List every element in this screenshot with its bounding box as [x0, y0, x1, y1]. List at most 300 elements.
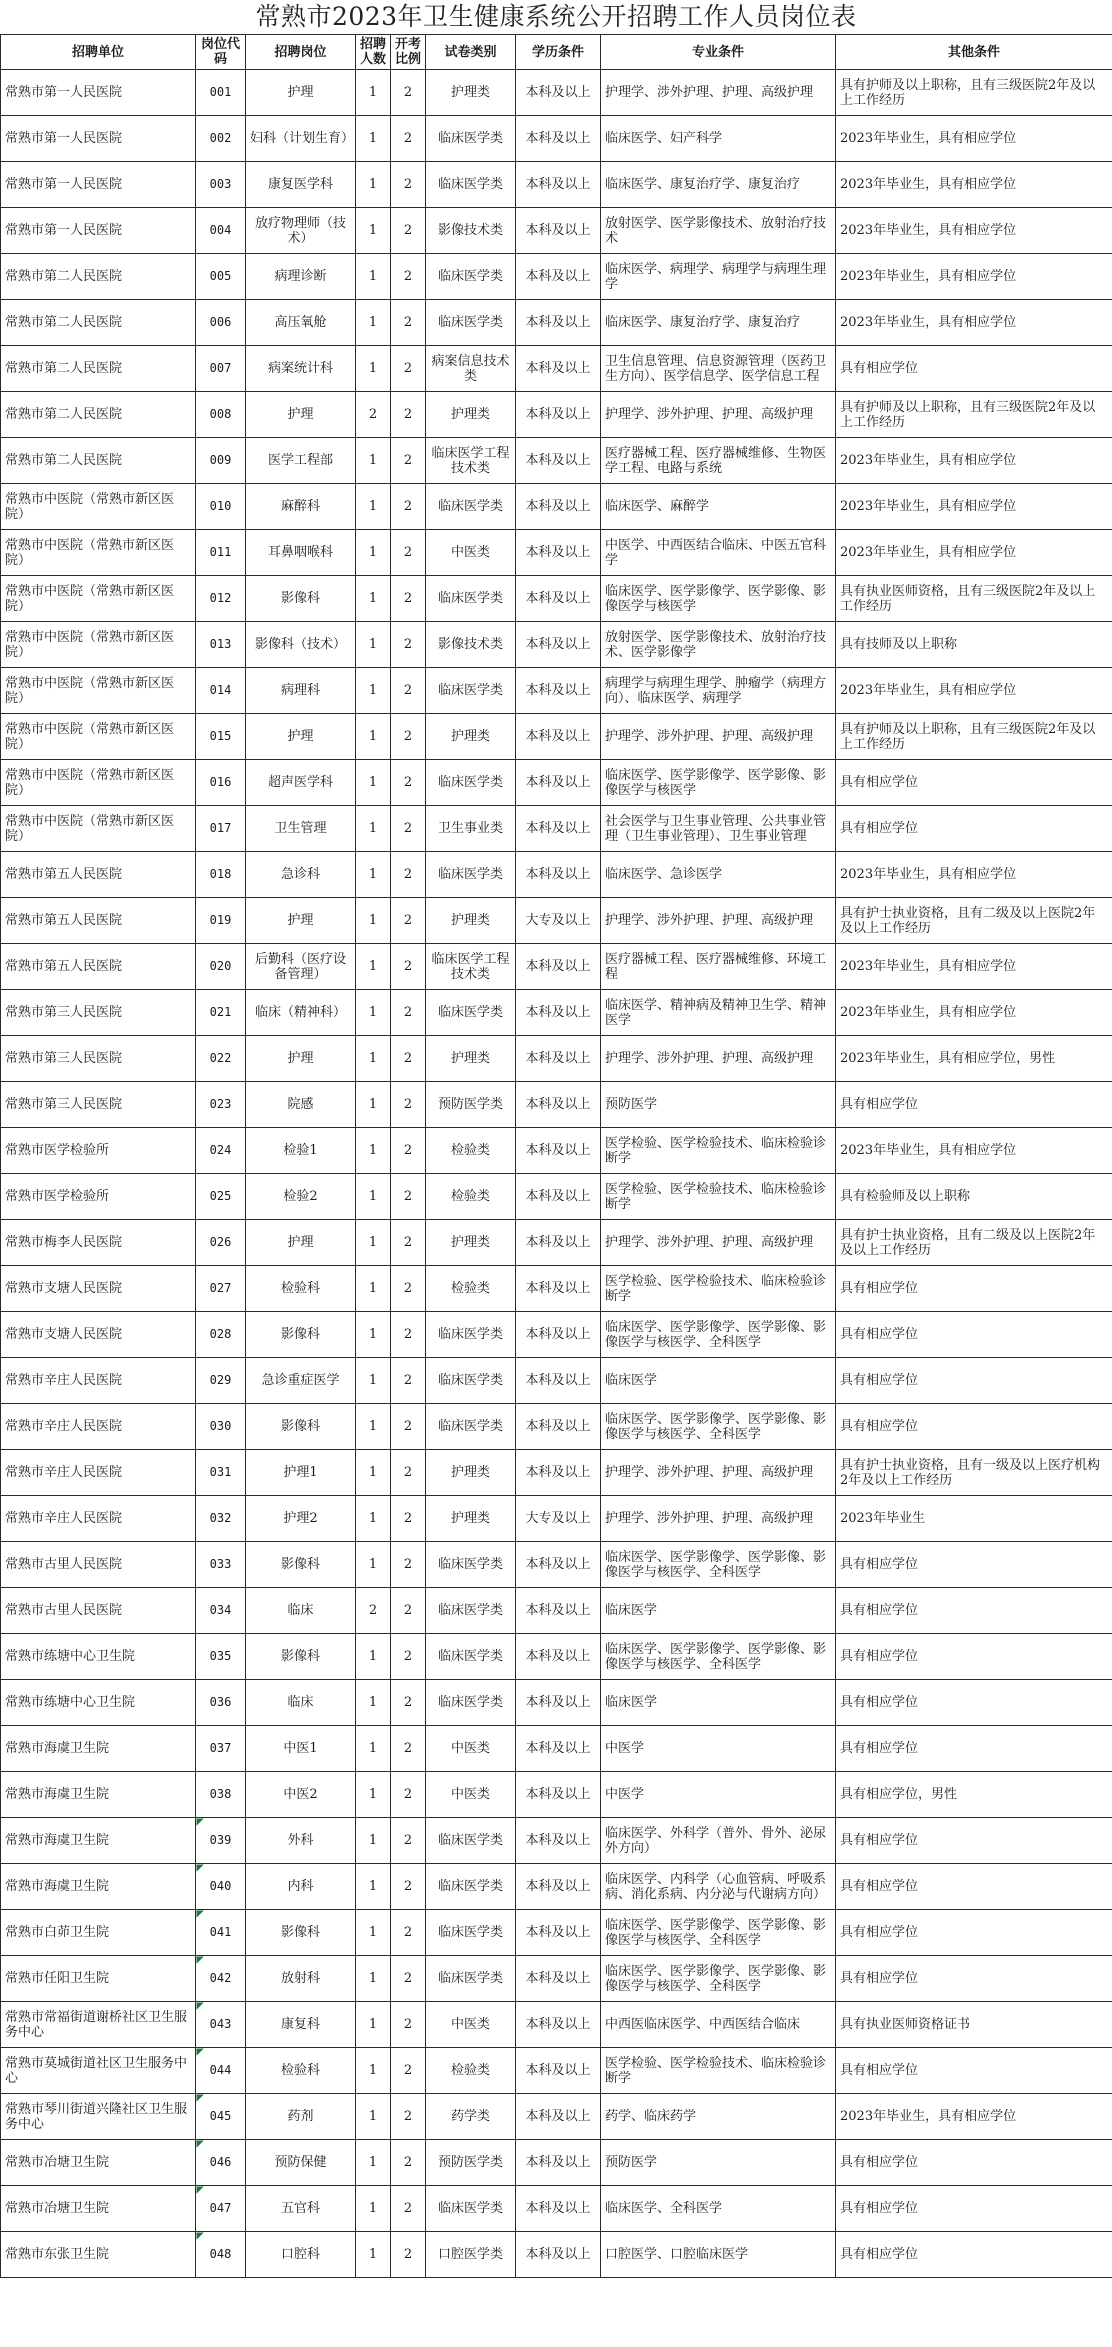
edu-cell: 本科及以上	[516, 300, 601, 346]
exam-cell: 卫生事业类	[426, 806, 516, 852]
major-cell: 临床医学、康复治疗学、康复治疗	[601, 300, 836, 346]
code-cell: 026	[196, 1220, 246, 1266]
num-cell: 1	[356, 944, 391, 990]
num-cell: 1	[356, 70, 391, 116]
post-cell: 外科	[246, 1818, 356, 1864]
post-cell: 五官科	[246, 2186, 356, 2232]
code-cell: 027	[196, 1266, 246, 1312]
exam-cell: 护理类	[426, 392, 516, 438]
table-row	[1, 1542, 1112, 1588]
edu-cell: 本科及以上	[516, 1082, 601, 1128]
ratio-cell: 2	[391, 70, 426, 116]
num-cell: 1	[356, 1864, 391, 1910]
unit-cell: 常熟市第五人民医院	[1, 898, 196, 944]
post-cell: 病案统计科	[246, 346, 356, 392]
major-cell: 社会医学与卫生事业管理、公共事业管理（卫生事业管理）、卫生事业管理	[601, 806, 836, 852]
num-cell: 1	[356, 1220, 391, 1266]
exam-cell: 临床医学类	[426, 1634, 516, 1680]
major-cell: 卫生信息管理、信息资源管理（医药卫生方向）、医学信息学、医学信息工程	[601, 346, 836, 392]
unit-cell: 常熟市第一人民医院	[1, 208, 196, 254]
ratio-cell: 2	[391, 622, 426, 668]
unit-cell: 常熟市第三人民医院	[1, 1036, 196, 1082]
unit-cell: 常熟市海虞卫生院	[1, 1772, 196, 1818]
num-cell: 1	[356, 622, 391, 668]
ratio-cell: 2	[391, 852, 426, 898]
post-cell: 高压氧舱	[246, 300, 356, 346]
ratio-cell: 2	[391, 2140, 426, 2186]
header-other: 其他条件	[836, 35, 1112, 70]
exam-cell: 临床医学类	[426, 1956, 516, 2002]
num-cell: 2	[356, 392, 391, 438]
exam-cell: 预防医学类	[426, 2140, 516, 2186]
post-cell: 护理2	[246, 1496, 356, 1542]
other-cell: 2023年毕业生，具有相应学位	[836, 300, 1112, 346]
edu-cell: 本科及以上	[516, 346, 601, 392]
ratio-cell: 2	[391, 484, 426, 530]
table-row	[1, 2232, 1112, 2278]
header-edu: 学历条件	[516, 35, 601, 70]
table-row	[1, 1312, 1112, 1358]
table-row	[1, 1082, 1112, 1128]
major-cell: 临床医学、医学影像学、医学影像、影像医学与核医学、全科医学	[601, 1312, 836, 1358]
exam-cell: 护理类	[426, 714, 516, 760]
post-cell: 预防保健	[246, 2140, 356, 2186]
table-row	[1, 2002, 1112, 2048]
edu-cell: 本科及以上	[516, 2094, 601, 2140]
code-cell: 004	[196, 208, 246, 254]
code-cell: 015	[196, 714, 246, 760]
unit-cell: 常熟市第二人民医院	[1, 392, 196, 438]
edu-cell: 本科及以上	[516, 1818, 601, 1864]
major-cell: 病理学与病理生理学、肿瘤学（病理方向）、临床医学、病理学	[601, 668, 836, 714]
unit-cell: 常熟市辛庄人民医院	[1, 1358, 196, 1404]
major-cell: 放射医学、医学影像技术、放射治疗技术	[601, 208, 836, 254]
major-cell: 中医学	[601, 1726, 836, 1772]
edu-cell: 本科及以上	[516, 1174, 601, 1220]
num-cell: 1	[356, 484, 391, 530]
other-cell: 具有执业医师资格证书	[836, 2002, 1112, 2048]
exam-cell: 检验类	[426, 1174, 516, 1220]
other-cell: 具有相应学位	[836, 346, 1112, 392]
unit-cell: 常熟市第五人民医院	[1, 852, 196, 898]
code-cell: 033	[196, 1542, 246, 1588]
unit-cell: 常熟市医学检验所	[1, 1174, 196, 1220]
table-row	[1, 1910, 1112, 1956]
unit-cell: 常熟市辛庄人民医院	[1, 1496, 196, 1542]
num-cell: 1	[356, 1450, 391, 1496]
edu-cell: 本科及以上	[516, 622, 601, 668]
code-cell: 039	[196, 1818, 246, 1864]
other-cell: 具有护师及以上职称，且有三级医院2年及以上工作经历	[836, 392, 1112, 438]
unit-cell: 常熟市海虞卫生院	[1, 1864, 196, 1910]
exam-cell: 临床医学工程技术类	[426, 944, 516, 990]
unit-cell: 常熟市中医院（常熟市新区医院）	[1, 576, 196, 622]
ratio-cell: 2	[391, 1542, 426, 1588]
code-cell: 031	[196, 1450, 246, 1496]
header-ratio: 开考比例	[391, 35, 426, 70]
num-cell: 1	[356, 1496, 391, 1542]
post-cell: 护理	[246, 898, 356, 944]
edu-cell: 本科及以上	[516, 1864, 601, 1910]
edu-cell: 大专及以上	[516, 898, 601, 944]
exam-cell: 护理类	[426, 1450, 516, 1496]
post-cell: 检验科	[246, 1266, 356, 1312]
num-cell: 1	[356, 346, 391, 392]
unit-cell: 常熟市第三人民医院	[1, 990, 196, 1036]
exam-cell: 中医类	[426, 1772, 516, 1818]
other-cell: 具有相应学位	[836, 1082, 1112, 1128]
post-cell: 护理	[246, 1220, 356, 1266]
major-cell: 临床医学、医学影像学、医学影像、影像医学与核医学、全科医学	[601, 1542, 836, 1588]
edu-cell: 本科及以上	[516, 1450, 601, 1496]
edu-cell: 本科及以上	[516, 116, 601, 162]
num-cell: 1	[356, 116, 391, 162]
table-row	[1, 2186, 1112, 2232]
post-cell: 影像科	[246, 1910, 356, 1956]
exam-cell: 临床医学类	[426, 2186, 516, 2232]
unit-cell: 常熟市第三人民医院	[1, 1082, 196, 1128]
code-cell: 017	[196, 806, 246, 852]
exam-cell: 临床医学类	[426, 760, 516, 806]
edu-cell: 本科及以上	[516, 1956, 601, 2002]
major-cell: 临床医学、医学影像学、医学影像、影像医学与核医学	[601, 760, 836, 806]
code-cell: 006	[196, 300, 246, 346]
table-row	[1, 530, 1112, 576]
edu-cell: 本科及以上	[516, 1266, 601, 1312]
post-cell: 护理	[246, 392, 356, 438]
post-cell: 护理	[246, 1036, 356, 1082]
other-cell: 2023年毕业生，具有相应学位	[836, 438, 1112, 484]
post-cell: 护理	[246, 714, 356, 760]
edu-cell: 本科及以上	[516, 1312, 601, 1358]
post-cell: 影像科	[246, 1404, 356, 1450]
unit-cell: 常熟市练塘中心卫生院	[1, 1634, 196, 1680]
num-cell: 1	[356, 1266, 391, 1312]
table-row	[1, 2140, 1112, 2186]
unit-cell: 常熟市梅李人民医院	[1, 1220, 196, 1266]
ratio-cell: 2	[391, 1450, 426, 1496]
table-row	[1, 852, 1112, 898]
post-cell: 影像科	[246, 1634, 356, 1680]
ratio-cell: 2	[391, 300, 426, 346]
table-row	[1, 484, 1112, 530]
major-cell: 护理学、涉外护理、护理、高级护理	[601, 392, 836, 438]
exam-cell: 护理类	[426, 1220, 516, 1266]
table-row	[1, 622, 1112, 668]
unit-cell: 常熟市第二人民医院	[1, 346, 196, 392]
major-cell: 临床医学、医学影像学、医学影像、影像医学与核医学、全科医学	[601, 1404, 836, 1450]
ratio-cell: 2	[391, 1312, 426, 1358]
header-major: 专业条件	[601, 35, 836, 70]
other-cell: 2023年毕业生，具有相应学位	[836, 116, 1112, 162]
exam-cell: 临床医学类	[426, 1358, 516, 1404]
exam-cell: 临床医学类	[426, 1818, 516, 1864]
other-cell: 具有相应学位	[836, 1634, 1112, 1680]
header-unit: 招聘单位	[1, 35, 196, 70]
major-cell: 医学检验、医学检验技术、临床检验诊断学	[601, 2048, 836, 2094]
ratio-cell: 2	[391, 668, 426, 714]
major-cell: 护理学、涉外护理、护理、高级护理	[601, 898, 836, 944]
table-row	[1, 714, 1112, 760]
num-cell: 1	[356, 714, 391, 760]
exam-cell: 临床医学类	[426, 1588, 516, 1634]
code-cell: 020	[196, 944, 246, 990]
code-cell: 002	[196, 116, 246, 162]
num-cell: 1	[356, 208, 391, 254]
major-cell: 临床医学、精神病及精神卫生学、精神医学	[601, 990, 836, 1036]
table-row	[1, 208, 1112, 254]
table-row	[1, 1220, 1112, 1266]
ratio-cell: 2	[391, 1772, 426, 1818]
code-cell: 013	[196, 622, 246, 668]
code-cell: 043	[196, 2002, 246, 2048]
num-cell: 1	[356, 438, 391, 484]
unit-cell: 常熟市第二人民医院	[1, 300, 196, 346]
num-cell: 1	[356, 2186, 391, 2232]
other-cell: 2023年毕业生，具有相应学位	[836, 944, 1112, 990]
edu-cell: 本科及以上	[516, 1036, 601, 1082]
post-cell: 放射科	[246, 1956, 356, 2002]
code-cell: 029	[196, 1358, 246, 1404]
ratio-cell: 2	[391, 1036, 426, 1082]
major-cell: 临床医学、病理学、病理学与病理生理学	[601, 254, 836, 300]
edu-cell: 本科及以上	[516, 438, 601, 484]
major-cell: 中医学、中西医结合临床、中医五官科学	[601, 530, 836, 576]
major-cell: 医学检验、医学检验技术、临床检验诊断学	[601, 1266, 836, 1312]
ratio-cell: 2	[391, 346, 426, 392]
table-row	[1, 576, 1112, 622]
exam-cell: 临床医学工程技术类	[426, 438, 516, 484]
other-cell: 具有护士执业资格，且有一级及以上医疗机构2年及以上工作经历	[836, 1450, 1112, 1496]
edu-cell: 本科及以上	[516, 1220, 601, 1266]
code-cell: 023	[196, 1082, 246, 1128]
table-row	[1, 1128, 1112, 1174]
major-cell: 临床医学、妇产科学	[601, 116, 836, 162]
unit-cell: 常熟市冶塘卫生院	[1, 2186, 196, 2232]
major-cell: 医疗器械工程、医疗器械维修、生物医学工程、电路与系统	[601, 438, 836, 484]
num-cell: 1	[356, 1818, 391, 1864]
ratio-cell: 2	[391, 438, 426, 484]
major-cell: 临床医学	[601, 1588, 836, 1634]
unit-cell: 常熟市莫城街道社区卫生服务中心	[1, 2048, 196, 2094]
post-cell: 医学工程部	[246, 438, 356, 484]
major-cell: 口腔医学、口腔临床医学	[601, 2232, 836, 2278]
table-row	[1, 990, 1112, 1036]
post-cell: 临床	[246, 1680, 356, 1726]
post-cell: 后勤科（医疗设备管理）	[246, 944, 356, 990]
table-row	[1, 1588, 1112, 1634]
edu-cell: 本科及以上	[516, 944, 601, 990]
exam-cell: 护理类	[426, 70, 516, 116]
other-cell: 2023年毕业生，具有相应学位	[836, 162, 1112, 208]
table-row	[1, 1772, 1112, 1818]
unit-cell: 常熟市第一人民医院	[1, 70, 196, 116]
unit-cell: 常熟市第二人民医院	[1, 438, 196, 484]
table-row	[1, 70, 1112, 116]
num-cell: 1	[356, 1358, 391, 1404]
code-cell: 021	[196, 990, 246, 1036]
code-cell: 037	[196, 1726, 246, 1772]
ratio-cell: 2	[391, 530, 426, 576]
code-cell: 003	[196, 162, 246, 208]
unit-cell: 常熟市支塘人民医院	[1, 1312, 196, 1358]
exam-cell: 口腔医学类	[426, 2232, 516, 2278]
unit-cell: 常熟市海虞卫生院	[1, 1818, 196, 1864]
table-row	[1, 1174, 1112, 1220]
edu-cell: 本科及以上	[516, 668, 601, 714]
num-cell: 1	[356, 1404, 391, 1450]
num-cell: 1	[356, 1036, 391, 1082]
other-cell: 具有相应学位	[836, 1726, 1112, 1772]
unit-cell: 常熟市海虞卫生院	[1, 1726, 196, 1772]
exam-cell: 临床医学类	[426, 668, 516, 714]
edu-cell: 本科及以上	[516, 1680, 601, 1726]
num-cell: 1	[356, 300, 391, 346]
exam-cell: 临床医学类	[426, 576, 516, 622]
ratio-cell: 2	[391, 2186, 426, 2232]
code-cell: 040	[196, 1864, 246, 1910]
major-cell: 放射医学、医学影像技术、放射治疗技术、医学影像学	[601, 622, 836, 668]
other-cell: 具有相应学位	[836, 1542, 1112, 1588]
edu-cell: 本科及以上	[516, 2002, 601, 2048]
ratio-cell: 2	[391, 1496, 426, 1542]
exam-cell: 中医类	[426, 2002, 516, 2048]
other-cell: 2023年毕业生，具有相应学位	[836, 208, 1112, 254]
num-cell: 1	[356, 1174, 391, 1220]
exam-cell: 检验类	[426, 1266, 516, 1312]
major-cell: 临床医学、急诊医学	[601, 852, 836, 898]
code-cell: 010	[196, 484, 246, 530]
positions-table	[0, 34, 1112, 2278]
ratio-cell: 2	[391, 1588, 426, 1634]
table-row	[1, 2048, 1112, 2094]
post-cell: 临床	[246, 1588, 356, 1634]
exam-cell: 影像技术类	[426, 208, 516, 254]
major-cell: 护理学、涉外护理、护理、高级护理	[601, 70, 836, 116]
num-cell: 1	[356, 530, 391, 576]
post-cell: 病理科	[246, 668, 356, 714]
post-cell: 影像科	[246, 1312, 356, 1358]
num-cell: 1	[356, 1634, 391, 1680]
unit-cell: 常熟市中医院（常熟市新区医院）	[1, 484, 196, 530]
other-cell: 具有相应学位	[836, 1818, 1112, 1864]
major-cell: 医学检验、医学检验技术、临床检验诊断学	[601, 1128, 836, 1174]
exam-cell: 临床医学类	[426, 852, 516, 898]
table-row	[1, 1864, 1112, 1910]
num-cell: 1	[356, 2002, 391, 2048]
code-cell: 011	[196, 530, 246, 576]
table-row	[1, 806, 1112, 852]
ratio-cell: 2	[391, 806, 426, 852]
num-cell: 1	[356, 576, 391, 622]
edu-cell: 本科及以上	[516, 2186, 601, 2232]
unit-cell: 常熟市医学检验所	[1, 1128, 196, 1174]
other-cell: 具有检验师及以上职称	[836, 1174, 1112, 1220]
post-cell: 内科	[246, 1864, 356, 1910]
major-cell: 临床医学、医学影像学、医学影像、影像医学与核医学、全科医学	[601, 1956, 836, 2002]
post-cell: 急诊重症医学	[246, 1358, 356, 1404]
major-cell: 中西医临床医学、中西医结合临床	[601, 2002, 836, 2048]
ratio-cell: 2	[391, 714, 426, 760]
code-cell: 005	[196, 254, 246, 300]
unit-cell: 常熟市古里人民医院	[1, 1542, 196, 1588]
num-cell: 1	[356, 1726, 391, 1772]
other-cell: 具有护士执业资格，且有二级及以上医院2年及以上工作经历	[836, 898, 1112, 944]
major-cell: 预防医学	[601, 2140, 836, 2186]
major-cell: 临床医学、医学影像学、医学影像、影像医学与核医学、全科医学	[601, 1634, 836, 1680]
unit-cell: 常熟市第五人民医院	[1, 944, 196, 990]
num-cell: 1	[356, 898, 391, 944]
table-row	[1, 346, 1112, 392]
unit-cell: 常熟市第一人民医院	[1, 116, 196, 162]
code-cell: 014	[196, 668, 246, 714]
code-cell: 042	[196, 1956, 246, 2002]
ratio-cell: 2	[391, 2094, 426, 2140]
exam-cell: 临床医学类	[426, 1910, 516, 1956]
num-cell: 1	[356, 1910, 391, 1956]
other-cell: 2023年毕业生，具有相应学位	[836, 484, 1112, 530]
unit-cell: 常熟市支塘人民医院	[1, 1266, 196, 1312]
major-cell: 临床医学、内科学（心血管病、呼吸系病、消化系病、内分泌与代谢病方向）	[601, 1864, 836, 1910]
table-row	[1, 1726, 1112, 1772]
code-cell: 009	[196, 438, 246, 484]
post-cell: 中医2	[246, 1772, 356, 1818]
edu-cell: 本科及以上	[516, 990, 601, 1036]
code-cell: 019	[196, 898, 246, 944]
exam-cell: 护理类	[426, 1036, 516, 1082]
edu-cell: 本科及以上	[516, 1404, 601, 1450]
ratio-cell: 2	[391, 1726, 426, 1772]
ratio-cell: 2	[391, 990, 426, 1036]
edu-cell: 本科及以上	[516, 1772, 601, 1818]
other-cell: 2023年毕业生，具有相应学位	[836, 2094, 1112, 2140]
ratio-cell: 2	[391, 760, 426, 806]
post-cell: 药剂	[246, 2094, 356, 2140]
exam-cell: 药学类	[426, 2094, 516, 2140]
exam-cell: 护理类	[426, 898, 516, 944]
unit-cell: 常熟市辛庄人民医院	[1, 1404, 196, 1450]
other-cell: 具有技师及以上职称	[836, 622, 1112, 668]
edu-cell: 大专及以上	[516, 1496, 601, 1542]
unit-cell: 常熟市任阳卫生院	[1, 1956, 196, 2002]
other-cell: 2023年毕业生，具有相应学位	[836, 254, 1112, 300]
post-cell: 康复科	[246, 2002, 356, 2048]
code-cell: 046	[196, 2140, 246, 2186]
num-cell: 1	[356, 1128, 391, 1174]
num-cell: 1	[356, 806, 391, 852]
exam-cell: 病案信息技术类	[426, 346, 516, 392]
other-cell: 2023年毕业生，具有相应学位	[836, 530, 1112, 576]
code-cell: 038	[196, 1772, 246, 1818]
table-row	[1, 1036, 1112, 1082]
exam-cell: 影像技术类	[426, 622, 516, 668]
other-cell: 具有相应学位，男性	[836, 1772, 1112, 1818]
unit-cell: 常熟市中医院（常熟市新区医院）	[1, 622, 196, 668]
edu-cell: 本科及以上	[516, 1634, 601, 1680]
exam-cell: 临床医学类	[426, 300, 516, 346]
other-cell: 2023年毕业生，具有相应学位	[836, 990, 1112, 1036]
table-row	[1, 1404, 1112, 1450]
num-cell: 1	[356, 1956, 391, 2002]
other-cell: 具有相应学位	[836, 1680, 1112, 1726]
other-cell: 具有相应学位	[836, 760, 1112, 806]
major-cell: 临床医学、医学影像学、医学影像、影像医学与核医学	[601, 576, 836, 622]
table-row	[1, 254, 1112, 300]
exam-cell: 临床医学类	[426, 116, 516, 162]
other-cell: 具有相应学位	[836, 2048, 1112, 2094]
ratio-cell: 2	[391, 1174, 426, 1220]
edu-cell: 本科及以上	[516, 1128, 601, 1174]
